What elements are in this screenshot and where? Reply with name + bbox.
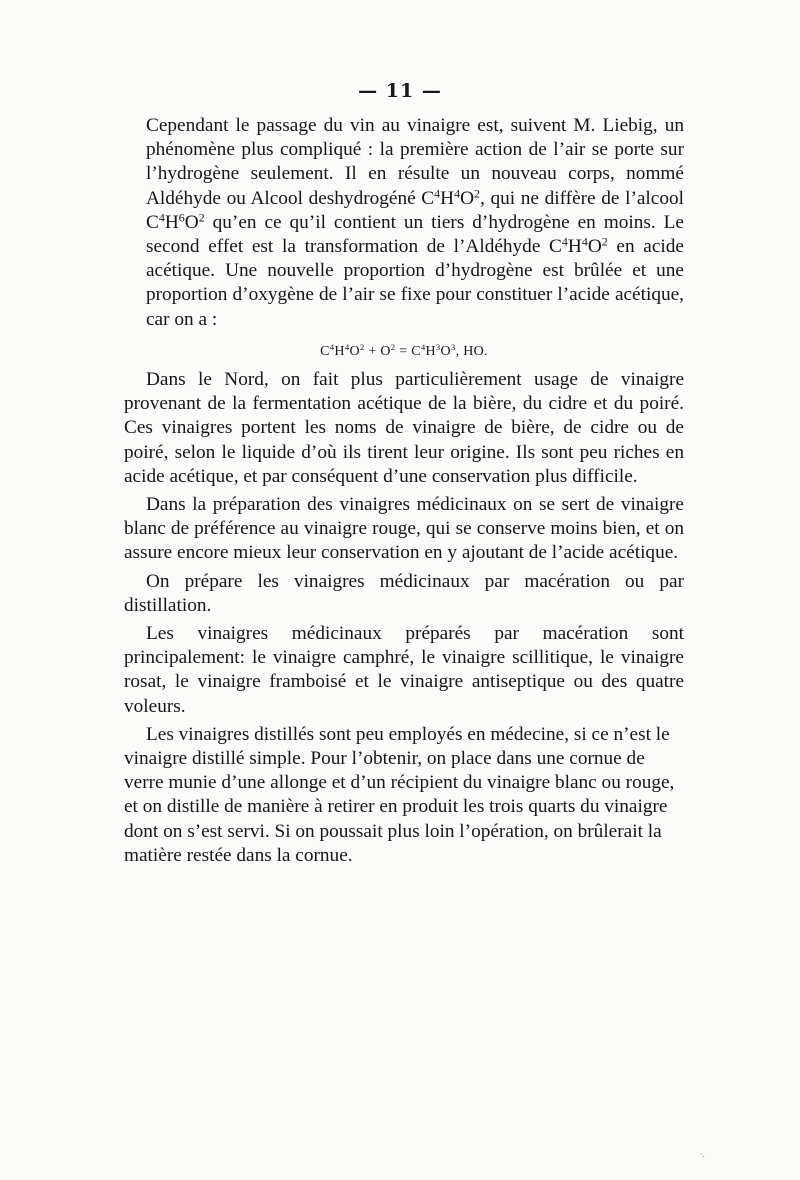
subscript: 4	[581, 234, 588, 249]
paragraph-1-text-h: H	[567, 236, 582, 258]
subscript: 2	[601, 234, 608, 249]
formula-index: 4	[420, 342, 426, 353]
formula-index: 4	[329, 342, 335, 353]
formula-part: = C	[395, 343, 421, 359]
page-number: — 11 —	[358, 80, 442, 102]
paragraph-5: Les vinaigres médicinaux préparés par macération sont principalement: le vinaigre camphré, le vinaigre scillitique, le vinaigre rosat, le vinaigre framboisé et le vinaigre antiseptique ou des quatre voleurs.	[124, 623, 684, 717]
paragraph-6: Les vinaigres distillés sont peu employés en médecine, si ce n’est le vinaigre distillé simple. Pour l’obtenir, on place dans une cornue de verre munie d’une allonge et d’un récipient du vinaigre blanc ou rouge, et on distille de manière à retirer en produit les trois quarts du vinaigre dont on s’est servi. Si on poussait plus loin l’opération, on brûlerait la matière restée dans la cornue.	[124, 723, 675, 866]
subscript: 2	[474, 186, 480, 201]
subscript: 4	[454, 186, 461, 201]
paragraph-1	[124, 114, 684, 332]
subscript: 4	[158, 210, 165, 225]
subscript: 2	[198, 210, 205, 225]
paragraph-1-text-c: O	[460, 187, 475, 209]
paragraph-3: Dans la préparation des vinaigres médicinaux on se sert de vinaigre blanc de préférence au vinaigre rouge, qui se conserve moins bien, et on assure encore mieux leur conservation en y ajoutant de l’acide acétique.	[124, 494, 684, 564]
body-text	[124, 114, 684, 872]
chemical-equation	[124, 340, 684, 364]
paragraph-1-text-a: Cependant le passage du vin au vinaigre est, suivent M. Liebig, un phénomène plus compliqué : la première action de l’air se porte sur l’hydrogène seulement. Il en résulte un nouveau corps, nommé Aldéhyde ou Alcool deshydrogéné C	[146, 115, 684, 209]
paragraph-1-text-d: , qui ne diffère de l’alcool C	[146, 187, 684, 233]
paragraph-1-text-b: H	[440, 187, 455, 209]
formula-index: 3	[435, 342, 441, 353]
formula-index: 4	[344, 342, 350, 353]
formula-index: 3	[450, 342, 456, 353]
formula-part: O	[440, 343, 451, 359]
paragraph-4: On prépare les vinaigres médicinaux par macération ou par distillation.	[124, 570, 684, 616]
paper-speck-decoration: ·.	[700, 1150, 706, 1159]
formula-part: + O	[364, 343, 391, 359]
formula-part: C	[320, 343, 330, 359]
paragraph-1-text-g: qu’en ce qu’il contient un tiers d’hydrogène en moins. Le second effet est la transformation de l’Aldéhyde C	[146, 211, 684, 258]
formula-part: , HO.	[455, 343, 488, 359]
formula-part: H	[425, 343, 436, 359]
formula-part: O	[349, 343, 360, 359]
subscript: 6	[178, 210, 185, 225]
paragraph-1-text-f: O	[184, 211, 199, 233]
paragraph-1-text-e: H	[164, 211, 179, 233]
subscript: 4	[561, 234, 568, 249]
subscript: 4	[434, 186, 441, 201]
formula-part: H	[334, 343, 345, 359]
paragraph-1-text-j: en acide acétique. Une nouvelle proportion d’hydrogène est brûlée et une proportion d’oxygène de l’air se fixe pour constituer l’acide acétique, car on a :	[146, 236, 684, 330]
formula-index: 2	[359, 342, 365, 353]
paragraph-2: Dans le Nord, on fait plus particulièrement usage de vinaigre provenant de la fermentation acétique de la bière, du cidre et du poiré. Ces vinaigres portent les noms de vinaigre de bière, de cidre ou de poiré, selon le liquide d’où ils tirent leur origine. Ils sont peu riches en acide acétique, et par conséquent d’une conservation plus difficile.	[124, 369, 684, 487]
formula-index: 2	[390, 342, 396, 353]
paragraph-1-text-i: O	[587, 236, 602, 258]
